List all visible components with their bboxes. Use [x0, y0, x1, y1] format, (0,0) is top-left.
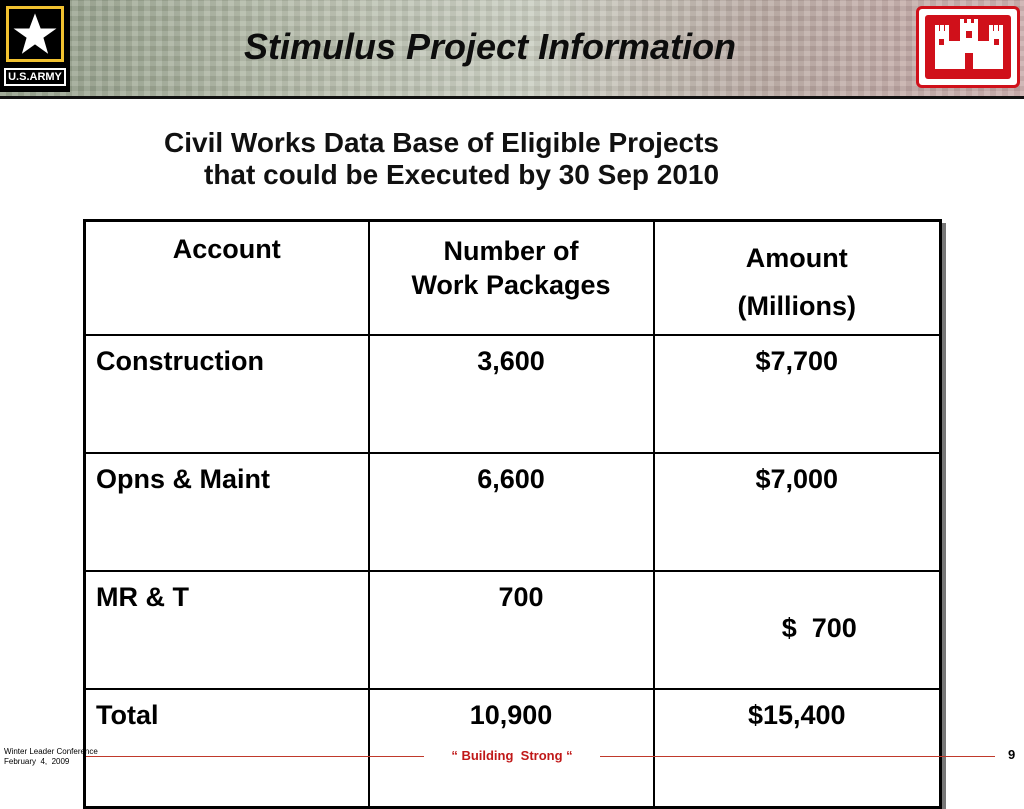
slide-title: Stimulus Project Information	[244, 26, 737, 67]
cell-amount: $7,700	[654, 335, 941, 453]
header-number-line-1: Number of	[443, 236, 579, 266]
cell-account: MR & T	[85, 571, 369, 689]
header-number-line-2: Work Packages	[411, 270, 611, 300]
slide-subtitle	[150, 127, 850, 191]
footer-date: February 4, 2009	[4, 757, 70, 766]
column-header-amount	[654, 221, 941, 336]
table-row	[85, 335, 941, 453]
cell-amount: $7,000	[654, 453, 941, 571]
castle-icon	[933, 19, 1005, 75]
footer-divider-left	[86, 756, 424, 757]
star-icon	[10, 9, 60, 59]
footer-conference-name: Winter Leader Conference	[4, 747, 98, 756]
cell-amount: $15,400	[654, 689, 941, 808]
footer-motto: “ Building Strong “	[451, 748, 573, 763]
header-amount-line-1: Amount	[745, 243, 848, 273]
us-army-logo	[0, 0, 70, 92]
cell-packages-value: 700	[498, 582, 544, 612]
cell-packages	[369, 571, 654, 689]
header-account-label: Account	[172, 234, 281, 264]
page-number: 9	[1008, 747, 1016, 762]
slide-header	[0, 0, 1024, 99]
table-row	[85, 571, 941, 689]
cell-account: Total	[85, 689, 369, 808]
corps-of-engineers-logo	[916, 6, 1020, 88]
cell-amount-value: $ 700	[781, 613, 857, 643]
header-amount-line-2: (Millions)	[737, 291, 856, 321]
cell-packages: 10,900	[369, 689, 654, 808]
cell-account: Construction	[85, 335, 369, 453]
army-logo-label: U.S.ARMY	[4, 68, 66, 86]
cell-packages: 6,600	[369, 453, 654, 571]
cell-amount	[654, 571, 941, 689]
table-row	[85, 453, 941, 571]
cell-packages: 3,600	[369, 335, 654, 453]
table-header-row	[85, 221, 941, 336]
projects-table	[83, 219, 942, 809]
subtitle-line-2: that could be Executed by 30 Sep 2010	[204, 159, 720, 190]
column-header-work-packages	[369, 221, 654, 336]
subtitle-line-1: Civil Works Data Base of Eligible Projects	[164, 127, 719, 158]
column-header-account	[85, 221, 369, 336]
footer-conference-info	[4, 747, 98, 767]
footer-divider-right	[600, 756, 995, 757]
cell-account: Opns & Maint	[85, 453, 369, 571]
